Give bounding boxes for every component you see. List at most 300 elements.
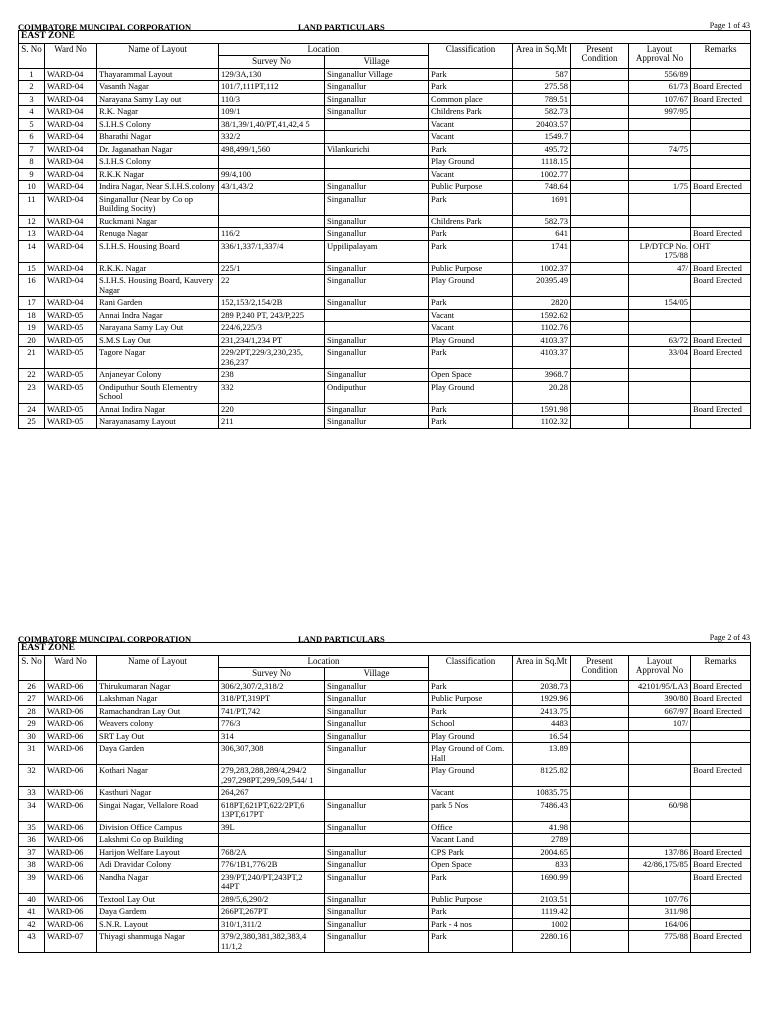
table-cell: 587: [513, 68, 571, 81]
table-cell: 1/75: [629, 181, 691, 194]
table-cell: 641: [513, 228, 571, 241]
table-cell: [691, 131, 751, 144]
table-cell: 33: [19, 787, 45, 800]
table-cell: 18: [19, 309, 45, 322]
table-cell: Rani Garden: [97, 297, 219, 310]
table-cell: [571, 369, 629, 382]
table-body: [19, 680, 751, 953]
table-cell: 4483: [513, 718, 571, 731]
table-cell: Park: [429, 193, 513, 215]
table-cell: 1592.62: [513, 309, 571, 322]
table-cell: Singanallur: [325, 416, 429, 429]
table-cell: 229/2PT,229/3,230,235, 236,237: [219, 347, 325, 369]
table-cell: 34: [19, 799, 45, 821]
table-cell: [629, 821, 691, 834]
table-cell: [325, 168, 429, 181]
table-cell: 310/1,311/2: [219, 918, 325, 931]
table-cell: Singanallur: [325, 859, 429, 872]
table-cell: 164/06: [629, 918, 691, 931]
col-remarks: Remarks: [691, 43, 751, 68]
table-cell: 31: [19, 743, 45, 765]
table-cell: Board Erected: [691, 931, 751, 953]
table-cell: [629, 834, 691, 847]
table-cell: WARD-05: [45, 334, 97, 347]
table-row: [19, 168, 751, 181]
table-cell: [629, 131, 691, 144]
table-row: [19, 334, 751, 347]
table-cell: [571, 68, 629, 81]
table-cell: Lakshman Nagar: [97, 693, 219, 706]
col-sno: S. No: [19, 43, 45, 68]
table-cell: [629, 309, 691, 322]
table-cell: Common place: [429, 93, 513, 106]
page-header: [18, 0, 750, 30]
table-cell: 266PT,267PT: [219, 906, 325, 919]
table-cell: WARD-06: [45, 846, 97, 859]
table-row: [19, 871, 751, 893]
table-cell: [571, 821, 629, 834]
table-cell: 99/4,100: [219, 168, 325, 181]
table-row: [19, 240, 751, 262]
table-cell: Singanallur: [325, 893, 429, 906]
table-cell: [629, 168, 691, 181]
table-cell: 20.28: [513, 381, 571, 403]
table-cell: 109/1: [219, 106, 325, 119]
table-cell: 225/1: [219, 262, 325, 275]
table-cell: Park: [429, 347, 513, 369]
table-cell: [571, 799, 629, 821]
document-title: LAND PARTICULARS: [298, 634, 385, 644]
table-cell: [691, 156, 751, 169]
table-cell: 4103.37: [513, 334, 571, 347]
table-cell: 43: [19, 931, 45, 953]
table-cell: 63/72: [629, 334, 691, 347]
table-cell: Park: [429, 81, 513, 94]
table-cell: [691, 718, 751, 731]
table-cell: 748.64: [513, 181, 571, 194]
table-cell: WARD-06: [45, 787, 97, 800]
table-cell: Textool Lay Out: [97, 893, 219, 906]
col-classification: Classification: [429, 43, 513, 68]
table-cell: WARD-05: [45, 416, 97, 429]
table-cell: Narayana Samy Lay out: [97, 93, 219, 106]
table-row: [19, 228, 751, 241]
table-cell: Singanallur: [325, 228, 429, 241]
table-cell: [325, 834, 429, 847]
table-cell: 211: [219, 416, 325, 429]
table-cell: Singanallur: [325, 193, 429, 215]
col-survey: Survey No: [219, 668, 325, 681]
table-cell: 4: [19, 106, 45, 119]
table-cell: [691, 369, 751, 382]
table-cell: 2280.16: [513, 931, 571, 953]
table-cell: 776/3: [219, 718, 325, 731]
table-cell: WARD-04: [45, 131, 97, 144]
table-cell: Ramachandran Lay Out: [97, 705, 219, 718]
table-cell: [571, 765, 629, 787]
table-row: [19, 118, 751, 131]
table-cell: Singanallur: [325, 799, 429, 821]
table-cell: 667/97: [629, 705, 691, 718]
table-cell: WARD-05: [45, 369, 97, 382]
table-cell: [629, 369, 691, 382]
table-cell: Vacant: [429, 322, 513, 335]
table-cell: WARD-04: [45, 262, 97, 275]
table-cell: 101/7,111PT,112: [219, 81, 325, 94]
table-cell: Vacant: [429, 309, 513, 322]
table-cell: 264,267: [219, 787, 325, 800]
table-cell: Open Space: [429, 859, 513, 872]
table-cell: Thiyagi shanmuga Nagar: [97, 931, 219, 953]
table-cell: Play Ground: [429, 156, 513, 169]
table-cell: WARD-06: [45, 680, 97, 693]
table-cell: 38: [19, 859, 45, 872]
table-cell: 1119.42: [513, 906, 571, 919]
table-cell: 231,234/1,234 PT: [219, 334, 325, 347]
table-cell: [571, 297, 629, 310]
table-cell: 22: [19, 369, 45, 382]
table-cell: 390/80: [629, 693, 691, 706]
table-cell: [691, 906, 751, 919]
table-cell: Thirukumaran Nagar: [97, 680, 219, 693]
land-table: [18, 642, 751, 953]
table-cell: 741/PT,742: [219, 705, 325, 718]
table-cell: 311/98: [629, 906, 691, 919]
table-cell: [571, 181, 629, 194]
table-cell: 13: [19, 228, 45, 241]
table-cell: [571, 693, 629, 706]
table-cell: 20403.57: [513, 118, 571, 131]
table-cell: 1: [19, 68, 45, 81]
table-cell: [571, 680, 629, 693]
page-number: Page 2 of 43: [709, 633, 750, 642]
table-cell: [571, 215, 629, 228]
table-cell: 2038.73: [513, 680, 571, 693]
table-cell: WARD-06: [45, 821, 97, 834]
table-row: [19, 275, 751, 297]
table-cell: WARD-05: [45, 347, 97, 369]
table-cell: Park: [429, 143, 513, 156]
col-condition: Present Condition: [571, 655, 629, 680]
table-cell: Ondiputhur: [325, 381, 429, 403]
table-row: [19, 893, 751, 906]
table-row: [19, 93, 751, 106]
table-cell: [571, 275, 629, 297]
table-cell: Singanallur: [325, 931, 429, 953]
table-cell: WARD-04: [45, 143, 97, 156]
col-village: Village: [325, 668, 429, 681]
table-cell: Ondiputhur South Elementry School: [97, 381, 219, 403]
table-row: [19, 931, 751, 953]
table-row: [19, 821, 751, 834]
table-cell: 107/76: [629, 893, 691, 906]
table-body: [19, 68, 751, 428]
table-cell: [691, 799, 751, 821]
table-row: [19, 347, 751, 369]
table-cell: 1691: [513, 193, 571, 215]
table-cell: Childrens Park: [429, 215, 513, 228]
table-cell: CPS Park: [429, 846, 513, 859]
table-cell: [571, 787, 629, 800]
table-cell: Singanallur Village: [325, 68, 429, 81]
col-classification: Classification: [429, 655, 513, 680]
table-cell: 17: [19, 297, 45, 310]
table-cell: 224/6,225/3: [219, 322, 325, 335]
table-row: [19, 193, 751, 215]
table-cell: 2820: [513, 297, 571, 310]
table-cell: Singanallur: [325, 106, 429, 119]
col-ward: Ward No: [45, 655, 97, 680]
table-cell: Singanallur: [325, 906, 429, 919]
table-row: [19, 81, 751, 94]
zone-label: EAST ZONE: [19, 31, 751, 44]
table-cell: 10835.75: [513, 787, 571, 800]
table-cell: Narayana Samy Lay Out: [97, 322, 219, 335]
table-cell: 154/05: [629, 297, 691, 310]
table-cell: 20395.49: [513, 275, 571, 297]
table-cell: [325, 787, 429, 800]
table-cell: WARD-04: [45, 93, 97, 106]
table-cell: 28: [19, 705, 45, 718]
table-cell: Park: [429, 416, 513, 429]
table-cell: Singanallur: [325, 871, 429, 893]
table-cell: 42/86,175/85: [629, 859, 691, 872]
table-cell: 37: [19, 846, 45, 859]
table-cell: [571, 240, 629, 262]
table-cell: [629, 275, 691, 297]
table-cell: 39: [19, 871, 45, 893]
table-cell: [571, 156, 629, 169]
document-page-1: [18, 0, 750, 429]
table-cell: 23: [19, 381, 45, 403]
table-cell: [571, 846, 629, 859]
table-cell: 2413.75: [513, 705, 571, 718]
table-cell: 26: [19, 680, 45, 693]
col-location: Location: [219, 655, 429, 668]
table-cell: 582.73: [513, 215, 571, 228]
table-cell: 41.98: [513, 821, 571, 834]
table-cell: 74/75: [629, 143, 691, 156]
table-cell: 332: [219, 381, 325, 403]
table-cell: 2: [19, 81, 45, 94]
table-cell: Singanallur: [325, 81, 429, 94]
table-cell: WARD-06: [45, 743, 97, 765]
table-cell: [691, 322, 751, 335]
table-cell: Public Purpose: [429, 181, 513, 194]
col-village: Village: [325, 56, 429, 69]
table-row: [19, 106, 751, 119]
table-cell: 768/2A: [219, 846, 325, 859]
org-name: COIMBATORE MUNCIPAL CORPORATION: [18, 634, 192, 644]
table-cell: Vacant: [429, 787, 513, 800]
table-cell: [629, 787, 691, 800]
zone-label: EAST ZONE: [19, 643, 751, 656]
table-cell: [571, 131, 629, 144]
table-cell: [691, 381, 751, 403]
table-cell: Vacant: [429, 131, 513, 144]
table-cell: Singanallur: [325, 680, 429, 693]
table-cell: 22: [219, 275, 325, 297]
table-cell: [219, 156, 325, 169]
table-cell: [691, 309, 751, 322]
table-cell: Singai Nagar, Vellalore Road: [97, 799, 219, 821]
table-cell: R.K. Nagar: [97, 106, 219, 119]
table-cell: 7486.43: [513, 799, 571, 821]
table-row: [19, 68, 751, 81]
table-cell: 8: [19, 156, 45, 169]
table-cell: WARD-05: [45, 381, 97, 403]
table-cell: 41: [19, 906, 45, 919]
table-cell: 495.72: [513, 143, 571, 156]
table-cell: [691, 743, 751, 765]
table-cell: 40: [19, 893, 45, 906]
table-cell: [691, 193, 751, 215]
table-cell: WARD-06: [45, 893, 97, 906]
table-cell: 306,307,308: [219, 743, 325, 765]
table-cell: [571, 906, 629, 919]
table-cell: 1690.99: [513, 871, 571, 893]
table-cell: Board Erected: [691, 347, 751, 369]
table-cell: [629, 381, 691, 403]
table-cell: 275.58: [513, 81, 571, 94]
table-cell: Board Erected: [691, 228, 751, 241]
table-cell: [571, 118, 629, 131]
table-cell: 16: [19, 275, 45, 297]
table-cell: 8125.82: [513, 765, 571, 787]
table-cell: 6: [19, 131, 45, 144]
table-cell: Bharathi Nagar: [97, 131, 219, 144]
table-cell: Singanallur: [325, 297, 429, 310]
table-cell: Singanallur: [325, 262, 429, 275]
table-cell: Board Erected: [691, 705, 751, 718]
table-cell: 15: [19, 262, 45, 275]
table-cell: 2789: [513, 834, 571, 847]
table-cell: Singanallur: [325, 821, 429, 834]
table-cell: 582.73: [513, 106, 571, 119]
table-cell: WARD-06: [45, 705, 97, 718]
table-cell: 833: [513, 859, 571, 872]
table-cell: [629, 743, 691, 765]
table-cell: S.I.H.S Colony: [97, 118, 219, 131]
table-cell: 19: [19, 322, 45, 335]
table-row: [19, 297, 751, 310]
col-area: Area in Sq.Mt: [513, 43, 571, 68]
table-cell: Park: [429, 68, 513, 81]
table-cell: Board Erected: [691, 403, 751, 416]
table-cell: 2103.51: [513, 893, 571, 906]
table-cell: Park - 4 nos: [429, 918, 513, 931]
col-ward: Ward No: [45, 43, 97, 68]
table-cell: Board Erected: [691, 871, 751, 893]
table-cell: [571, 871, 629, 893]
table-cell: Office: [429, 821, 513, 834]
table-cell: Play Ground: [429, 381, 513, 403]
table-cell: WARD-06: [45, 718, 97, 731]
table-cell: [629, 416, 691, 429]
table-cell: Dr. Jaganathan Nagar: [97, 143, 219, 156]
table-cell: Park: [429, 228, 513, 241]
table-cell: WARD-06: [45, 859, 97, 872]
table-cell: Singanallur: [325, 334, 429, 347]
table-row: [19, 918, 751, 931]
table-cell: 7: [19, 143, 45, 156]
table-cell: Board Erected: [691, 859, 751, 872]
table-cell: Park: [429, 705, 513, 718]
table-cell: WARD-06: [45, 834, 97, 847]
table-cell: 14: [19, 240, 45, 262]
table-row: [19, 143, 751, 156]
table-cell: 42101/95/LA3: [629, 680, 691, 693]
table-cell: [691, 297, 751, 310]
table-cell: Public Purpose: [429, 693, 513, 706]
table-cell: S.I.H.S. Housing Board, Kauvery Nagar: [97, 275, 219, 297]
table-cell: [571, 106, 629, 119]
table-cell: 43/1,43/2: [219, 181, 325, 194]
table-cell: [691, 106, 751, 119]
table-cell: WARD-04: [45, 228, 97, 241]
table-cell: 997/95: [629, 106, 691, 119]
table-row: [19, 906, 751, 919]
table-cell: WARD-04: [45, 297, 97, 310]
table-cell: 336/1,337/1,337/4: [219, 240, 325, 262]
table-cell: 556/89: [629, 68, 691, 81]
table-cell: [325, 118, 429, 131]
table-cell: 618PT,621PT,622/2PT,6 13PT,617PT: [219, 799, 325, 821]
table-cell: 314: [219, 730, 325, 743]
table-cell: WARD-06: [45, 730, 97, 743]
table-cell: Singanallur: [325, 215, 429, 228]
table-cell: Play Ground of Com. Hall: [429, 743, 513, 765]
col-survey: Survey No: [219, 56, 325, 69]
table-cell: S.I.H.S. Housing Board: [97, 240, 219, 262]
table-row: [19, 215, 751, 228]
table-cell: [325, 309, 429, 322]
table-cell: [691, 730, 751, 743]
table-cell: 110/3: [219, 93, 325, 106]
table-cell: WARD-04: [45, 68, 97, 81]
table-cell: Board Erected: [691, 275, 751, 297]
table-cell: WARD-06: [45, 906, 97, 919]
table-cell: Vacant: [429, 168, 513, 181]
table-cell: 30: [19, 730, 45, 743]
table-cell: 1002.77: [513, 168, 571, 181]
table-cell: 332/2: [219, 131, 325, 144]
table-cell: 13.89: [513, 743, 571, 765]
table-cell: Weavers colony: [97, 718, 219, 731]
table-cell: 279,283,288,289/4,294/2 ,297,298PT,299,509,544/ 1: [219, 765, 325, 787]
table-cell: Board Erected: [691, 262, 751, 275]
table-cell: Park: [429, 931, 513, 953]
table-row: [19, 416, 751, 429]
col-approval: Layout Approval No: [629, 43, 691, 68]
table-cell: Singanallur: [325, 918, 429, 931]
table-cell: 32: [19, 765, 45, 787]
table-cell: WARD-04: [45, 106, 97, 119]
table-cell: [571, 931, 629, 953]
table-row: [19, 369, 751, 382]
table-cell: 1591.98: [513, 403, 571, 416]
table-cell: 16.54: [513, 730, 571, 743]
col-remarks: Remarks: [691, 655, 751, 680]
table-cell: LP/DTCP No. 175/88: [629, 240, 691, 262]
table-cell: [571, 81, 629, 94]
table-cell: Singanallur: [325, 347, 429, 369]
table-cell: OHT: [691, 240, 751, 262]
table-cell: 498,499/1,560: [219, 143, 325, 156]
table-cell: Board Erected: [691, 680, 751, 693]
table-row: [19, 403, 751, 416]
table-cell: 60/98: [629, 799, 691, 821]
